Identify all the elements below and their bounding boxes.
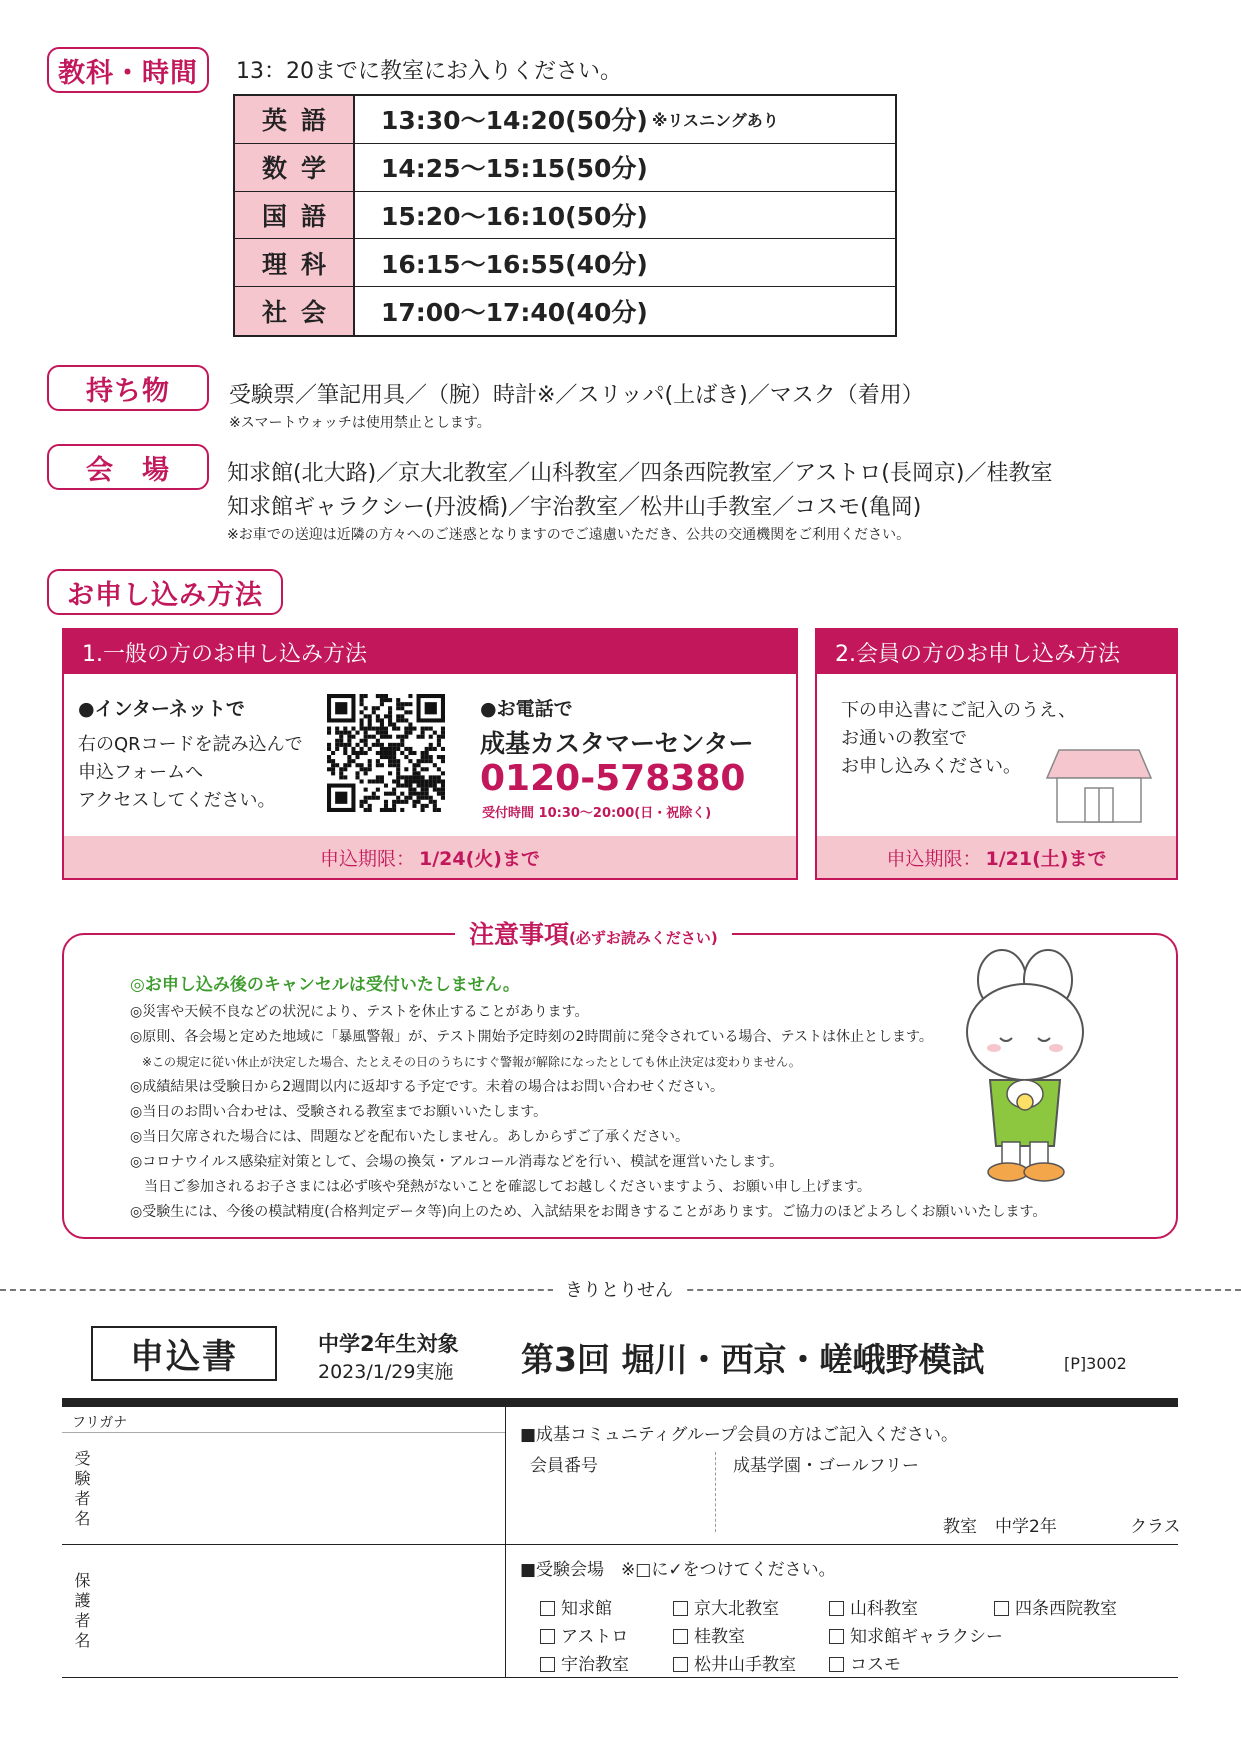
- venue-line1: 知求館(北大路)／京大北教室／山科教室／四条西院教室／アストロ(長岡京)／桂教室: [227, 461, 1053, 486]
- member-deadline: [817, 836, 1176, 878]
- caution-item: ◎成績結果は受験日から2週間以内に返却する予定です。未着の場合はお問い合わせください。: [130, 1079, 725, 1095]
- checkbox-icon[interactable]: [673, 1629, 688, 1644]
- venue-checkbox-item[interactable]: [829, 1594, 918, 1619]
- venue-option-label: アストロ: [561, 1627, 629, 1647]
- schedule-time: 16:15～16:55(40分): [381, 249, 648, 279]
- checkbox-icon[interactable]: [829, 1657, 844, 1672]
- venue-option-label: 松井山手教室: [694, 1655, 796, 1675]
- venue-checkbox-item[interactable]: [540, 1622, 628, 1647]
- schedule-row: [235, 239, 895, 287]
- caution-list: [130, 1000, 1046, 1225]
- class-label[interactable]: クラス: [1130, 1517, 1181, 1537]
- general-deadline-date: 1/24(火)まで: [419, 847, 540, 870]
- checkbox-icon[interactable]: [540, 1601, 555, 1616]
- caution-title: 注意事項: [469, 920, 570, 949]
- member-deadline-label: 申込期限：: [886, 847, 982, 870]
- form-date: 2023/1/29実施: [318, 1361, 454, 1383]
- checkbox-icon[interactable]: [994, 1601, 1009, 1616]
- venue-option-label: 四条西院教室: [1015, 1599, 1117, 1619]
- schedule-time-cell: [355, 144, 895, 191]
- general-deadline: [64, 836, 796, 878]
- venue-option-label: コスモ: [850, 1655, 901, 1675]
- schedule-note: ※リスニングあり: [651, 110, 779, 130]
- caution-item: ※この規定に従い休止が決定した場合、たとえその日のうちにすぐ警報が解除になったとしても休止決定は変わりません。: [130, 1055, 801, 1069]
- member-text-3: お申し込みください。: [841, 756, 1021, 777]
- schedule-time: 17:00～17:40(40分): [381, 298, 648, 328]
- caution-item: ◎災害や天候不良などの状況により、テストを休止することがあります。: [130, 1004, 589, 1020]
- schedule-time-cell: [355, 239, 895, 286]
- schedule-intro: 13：20までに教室にお入りください。: [236, 59, 622, 84]
- venue-option-label: 桂教室: [694, 1627, 745, 1647]
- venue-checkbox-item[interactable]: [829, 1622, 1003, 1647]
- member-text-2: お通いの教室で: [841, 728, 967, 749]
- schedule-subject: 国語: [235, 192, 355, 239]
- venue-select-heading: ■受験会場 ※□に✓をつけてください。: [520, 1560, 836, 1580]
- schedule-subject: 社会: [235, 287, 355, 335]
- schedule-table: [233, 94, 897, 337]
- belongings-items: 受験票／筆記用具／（腕）時計※／スリッパ(上ばき)／マスク（着用）: [229, 383, 924, 408]
- member-no-label[interactable]: 会員番号: [530, 1456, 598, 1476]
- venue-checkbox-item[interactable]: [994, 1594, 1117, 1619]
- venue-line2: 知求館ギャラクシー(丹波橋)／宇治教室／松井山手教室／コスモ(亀岡): [227, 495, 922, 520]
- phone-number[interactable]: 0120-578380: [480, 758, 746, 799]
- school-label: 成基学園・ゴールフリー: [733, 1456, 919, 1476]
- general-deadline-label: 申込期限：: [320, 847, 416, 870]
- form-middle-rule: [62, 1544, 1178, 1545]
- schedule-time-cell: [355, 96, 895, 143]
- schedule-row: [235, 96, 895, 144]
- furigana-label: フリガナ: [72, 1415, 128, 1431]
- schedule-time-cell: [355, 192, 895, 239]
- schedule-row: [235, 144, 895, 192]
- form-top-rule: [62, 1398, 1178, 1407]
- caution-item: ◎原則、各会場と定めた地域に「暴風警報」が、テスト開始予定時刻の2時間前に発令されている場合、テストは休止とします。: [130, 1029, 933, 1045]
- venue-option-label: 京大北教室: [694, 1599, 779, 1619]
- internet-heading: ●インターネットで: [78, 698, 245, 720]
- venue-option-label: 宇治教室: [561, 1655, 629, 1675]
- examinee-label[interactable]: 受験者名: [72, 1450, 91, 1530]
- internet-text-2: 申込フォームへ: [78, 762, 204, 783]
- venue-option-label: 知求館: [561, 1599, 612, 1619]
- form-title-box: [91, 1326, 277, 1381]
- checkbox-icon[interactable]: [673, 1601, 688, 1616]
- belongings-label: 持ち物: [47, 365, 209, 411]
- member-text-1: 下の申込書にご記入のうえ、: [841, 700, 1077, 721]
- caution-item: ◎コロナウイルス感染症対策として、会場の換気・アルコール消毒などを行い、模試を運営いたします。: [130, 1154, 784, 1170]
- form-code: [P]3002: [1064, 1354, 1127, 1373]
- member-heading: ■成基コミュニティグループ会員の方はご記入ください。: [520, 1425, 959, 1445]
- checkbox-icon[interactable]: [540, 1629, 555, 1644]
- form-target: 中学2年生対象: [318, 1332, 459, 1356]
- internet-text-3: アクセスしてください。: [78, 790, 276, 811]
- schedule-subject: 数学: [235, 144, 355, 191]
- venue-checkbox-item[interactable]: [673, 1594, 779, 1619]
- venue-option-label: 山科教室: [850, 1599, 918, 1619]
- caution-item: ◎当日のお問い合わせは、受験される教室までお願いいたします。: [130, 1104, 548, 1120]
- checkbox-icon[interactable]: [829, 1629, 844, 1644]
- classroom-label[interactable]: 教室: [943, 1517, 977, 1537]
- member-deadline-date: 1/21(土)まで: [985, 847, 1107, 870]
- schedule-time: 13:30～14:20(50分): [381, 106, 648, 136]
- general-apply-title: 1.一般の方のお申し込み方法: [64, 630, 796, 674]
- member-no-divider: [715, 1452, 716, 1532]
- caution-item: 当日ご参加されるお子さまには必ず咳や発熱がないことを確認してお越しくださいますよう、お願い申し上げます。: [130, 1179, 871, 1195]
- caution-subtitle: (必ずお読みください): [569, 929, 718, 947]
- member-apply-title: 2.会員の方のお申し込み方法: [817, 630, 1176, 674]
- schedule-label: 教科・時間: [47, 47, 209, 93]
- venue-note: ※お車での送迎は近隣の方々へのご迷惑となりますのでご遠慮いただき、公共の交通機関をご利用ください。: [227, 527, 911, 543]
- venue-checkbox-item[interactable]: [829, 1650, 901, 1675]
- checkbox-icon[interactable]: [829, 1601, 844, 1616]
- general-apply-box: [62, 628, 798, 880]
- form-divider-vertical: [505, 1407, 506, 1677]
- checkbox-icon[interactable]: [540, 1657, 555, 1672]
- schedule-time-cell: [355, 287, 895, 335]
- apply-label: お申し込み方法: [47, 569, 283, 615]
- venue-checkbox-item[interactable]: [540, 1650, 629, 1675]
- guardian-label[interactable]: 保護者名: [72, 1572, 91, 1652]
- schedule-subject: 英語: [235, 96, 355, 143]
- schedule-row: [235, 287, 895, 335]
- customer-center: 成基カスタマーセンター: [480, 729, 754, 758]
- form-title: 申込書: [130, 1337, 238, 1377]
- internet-text-1: 右のQRコードを読み込んで: [78, 734, 303, 755]
- venue-checkbox-item[interactable]: [673, 1650, 796, 1675]
- venue-checkbox-item[interactable]: [540, 1594, 612, 1619]
- form-furigana-rule: [62, 1432, 505, 1433]
- form-exam-title: 第3回 堀川・西京・嵯峨野模試: [521, 1340, 985, 1379]
- phone-hours: 受付時間 10:30～20:00(日・祝除く): [482, 806, 712, 821]
- bowing-mascot-icon: [950, 946, 1100, 1186]
- schedule-time: 15:20～16:10(50分): [381, 201, 648, 231]
- grade-label: 中学2年: [995, 1517, 1057, 1537]
- classroom-building-icon: [1045, 748, 1153, 824]
- schedule-row: [235, 192, 895, 240]
- venue-option-label: 知求館ギャラクシー: [850, 1627, 1003, 1647]
- member-apply-box: [815, 628, 1178, 880]
- belongings-note: ※スマートウォッチは使用禁止とします。: [229, 415, 491, 431]
- venue-label: 会 場: [47, 444, 209, 490]
- form-bottom-rule: [62, 1677, 1178, 1678]
- venue-checkbox-item[interactable]: [673, 1622, 745, 1647]
- checkbox-icon[interactable]: [673, 1657, 688, 1672]
- caution-item: ◎当日欠席された場合には、問題などを配布いたしません。あしからずご了承ください。: [130, 1129, 690, 1145]
- schedule-subject: 理科: [235, 239, 355, 286]
- phone-heading: ●お電話で: [480, 698, 573, 720]
- caution-item: ◎受験生には、今後の模試精度(合格判定データ等)向上のため、入試結果をお聞きすることがあります。ご協力のほどよろしくお願いいたします。: [130, 1204, 1047, 1220]
- qr-code-icon[interactable]: [327, 694, 445, 812]
- caution-title-wrap: [455, 915, 732, 951]
- schedule-time: 14:25～15:15(50分): [381, 154, 648, 184]
- caution-headline: ◎お申し込み後のキャンセルは受付いたしません。: [130, 975, 520, 995]
- cut-line-label: きりとりせん: [553, 1276, 685, 1302]
